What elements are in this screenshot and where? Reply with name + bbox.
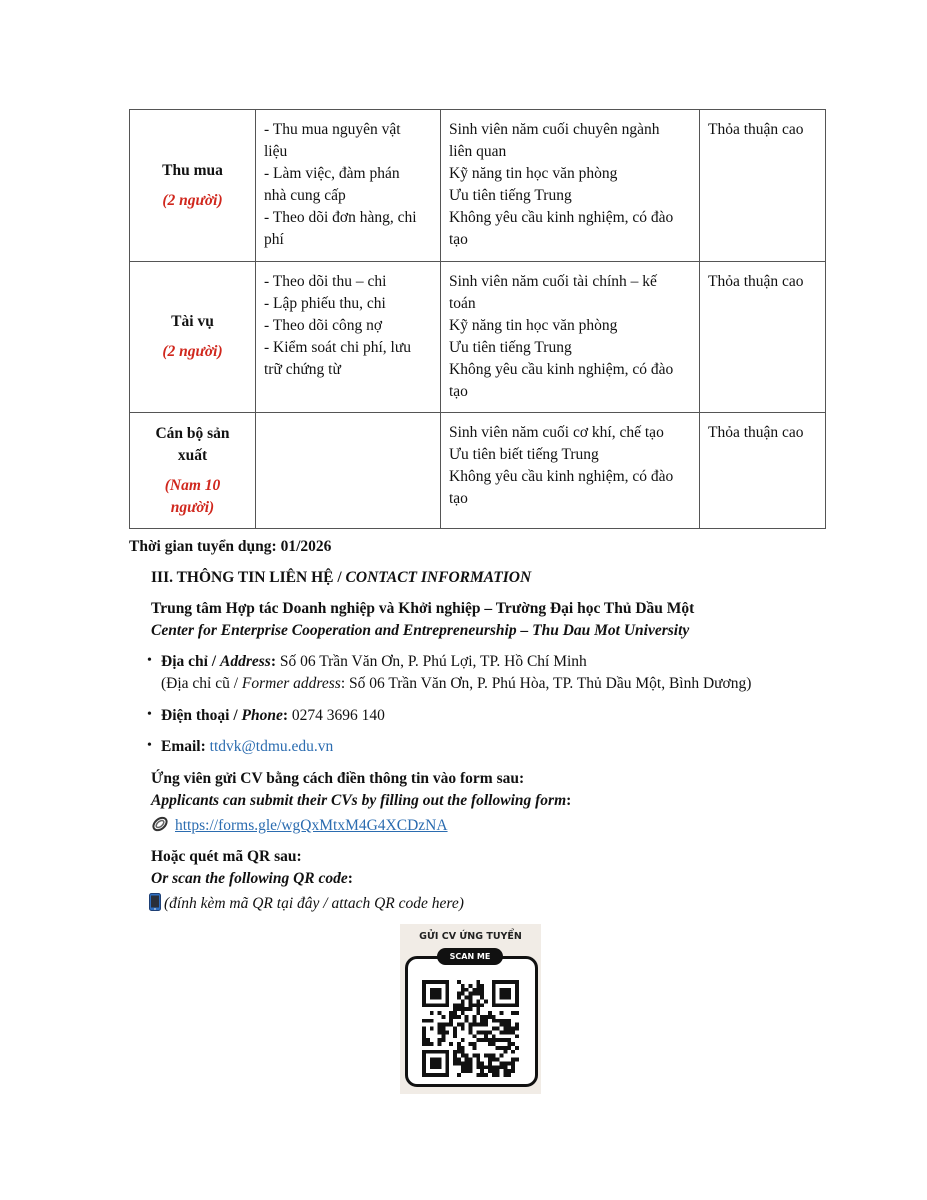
table-row xyxy=(130,262,826,413)
salary-cell: Thỏa thuận cao xyxy=(700,262,826,413)
qr-card-title: GỬI CV ỨNG TUYỂN xyxy=(419,931,522,942)
email-link[interactable]: ttdvk@tdmu.edu.vn xyxy=(209,738,334,755)
table-row xyxy=(130,413,826,529)
requirement-line: Ưu tiên tiếng Trung xyxy=(449,339,572,356)
requirement-line: tạo xyxy=(449,490,468,507)
qr-note: (đính kèm mã QR tại đây / attach QR code here) xyxy=(164,895,464,912)
duty-line: - Kiểm soát chi phí, lưu xyxy=(264,339,412,356)
salary-cell: Thỏa thuận cao xyxy=(700,413,826,529)
position-cell xyxy=(130,413,256,529)
former-address-prefix: (Địa chỉ cũ / xyxy=(161,675,242,692)
position-count: (2 người) xyxy=(162,191,223,209)
duty-line: liệu xyxy=(264,143,288,160)
requirements-cell xyxy=(441,413,700,529)
duty-line: - Theo dõi công nợ xyxy=(264,317,383,334)
qr-instruction-en: Or scan the following QR code xyxy=(151,870,348,887)
requirement-line: Kỹ năng tin học văn phòng xyxy=(449,317,618,334)
address-label-vi: Địa chỉ / xyxy=(161,653,220,670)
duty-line: - Lập phiếu thu, chi xyxy=(264,295,386,312)
position-cell xyxy=(130,110,256,262)
qr-code[interactable] xyxy=(422,980,519,1077)
position-count: (2 người) xyxy=(162,343,223,360)
phone-value: 0274 3696 140 xyxy=(288,707,385,724)
duties-cell xyxy=(256,262,441,413)
qr-instruction-en-line: Or scan the following QR code: xyxy=(151,870,353,887)
requirement-line: toán xyxy=(449,295,476,312)
former-address-label: Former address xyxy=(241,675,341,692)
qr-note-line xyxy=(149,893,464,913)
duty-line: - Theo dõi thu – chi xyxy=(264,273,387,290)
former-address-line xyxy=(161,675,751,693)
requirement-line: Ưu tiên tiếng Trung xyxy=(449,187,572,204)
requirement-line: Sinh viên năm cuối cơ khí, chế tạo xyxy=(449,424,664,441)
duty-line: - Thu mua nguyên vật xyxy=(264,121,401,138)
contact-heading xyxy=(151,569,531,587)
qr-card[interactable] xyxy=(400,924,541,1094)
former-address-value: : Số 06 Trần Văn Ơn, P. Phú Hòa, TP. Thủ Dầu Một, Bình Dương) xyxy=(340,675,752,692)
position-title: Cán bộ sản xyxy=(155,424,230,442)
cv-instruction-en-line: Applicants can submit their CVs by filling out the following form: xyxy=(151,792,572,809)
duty-line: nhà cung cấp xyxy=(264,187,346,204)
position-title: xuất xyxy=(177,446,208,464)
requirement-line: Không yêu cầu kinh nghiệm, có đào xyxy=(449,361,674,378)
duty-line: - Theo dõi đơn hàng, chi xyxy=(264,209,417,226)
requirement-line: tạo xyxy=(449,231,468,248)
requirement-line: Sinh viên năm cuối tài chính – kế xyxy=(449,273,657,290)
center-name-en: Center for Enterprise Cooperation and Entrepreneurship – Thu Dau Mot University xyxy=(151,622,690,639)
phone-label-vi: Điện thoại / xyxy=(161,707,242,724)
requirement-line: Kỹ năng tin học văn phòng xyxy=(449,165,618,182)
duties-cell xyxy=(256,413,441,529)
job-table xyxy=(129,109,826,529)
duties-cell xyxy=(256,110,441,262)
position-count xyxy=(138,475,247,519)
position-title: Thu mua xyxy=(162,161,223,179)
duty-line: - Làm việc, đàm phán xyxy=(264,165,400,182)
phone-label-en: Phone xyxy=(241,707,283,724)
address-line: • Địa chỉ / Address: Số 06 Trần Văn Ơn, P. Phú Lợi, TP. Hồ Chí Minh xyxy=(161,653,587,671)
requirement-line: liên quan xyxy=(449,143,507,160)
position-count-line: (Nam 10 xyxy=(164,476,221,494)
requirement-line: Không yêu cầu kinh nghiệm, có đào xyxy=(449,468,674,485)
center-name-vi: Trung tâm Hợp tác Doanh nghiệp và Khởi nghiệp – Trường Đại học Thủ Dầu Một xyxy=(151,600,695,617)
table-row xyxy=(130,110,826,262)
requirements-cell xyxy=(441,262,700,413)
requirement-line: Ưu tiên biết tiếng Trung xyxy=(449,446,599,463)
salary-cell: Thỏa thuận cao xyxy=(700,110,826,262)
form-link-line xyxy=(151,815,448,835)
requirement-line: Sinh viên năm cuối chuyên ngành xyxy=(449,121,660,138)
address-value: Số 06 Trần Văn Ơn, P. Phú Lợi, TP. Hồ Chí Minh xyxy=(276,653,587,670)
requirement-line: Không yêu cầu kinh nghiệm, có đào xyxy=(449,209,674,226)
cv-instruction-vi: Ứng viên gửi CV bằng cách điền thông tin vào form sau: xyxy=(151,770,525,787)
scan-me-badge: SCAN ME xyxy=(437,948,503,965)
contact-heading-vi: III. THÔNG TIN LIÊN HỆ / xyxy=(151,569,346,586)
contact-heading-en: CONTACT INFORMATION xyxy=(345,569,532,586)
form-link[interactable]: https://forms.gle/wgQxMtxM4G4XCDzNA xyxy=(175,817,448,834)
email-line xyxy=(161,738,333,756)
paperclip-icon xyxy=(151,815,169,833)
address-label-en: Address xyxy=(220,653,271,670)
requirement-line: tạo xyxy=(449,383,468,400)
position-title: Tài vụ xyxy=(171,313,214,330)
duty-line: phí xyxy=(264,231,284,248)
position-count-line: người) xyxy=(170,498,215,516)
qr-instruction-vi: Hoặc quét mã QR sau: xyxy=(151,848,302,865)
position-cell xyxy=(130,262,256,413)
email-label: Email: xyxy=(161,738,206,755)
cv-instruction-en: Applicants can submit their CVs by filling out the following form xyxy=(151,792,567,809)
duty-line: trữ chứng từ xyxy=(264,361,341,378)
recruit-time: Thời gian tuyển dụng: 01/2026 xyxy=(129,538,332,555)
phone-line: • Điện thoại / Phone: 0274 3696 140 xyxy=(161,707,385,725)
requirements-cell xyxy=(441,110,700,262)
mobile-phone-icon xyxy=(149,893,161,911)
